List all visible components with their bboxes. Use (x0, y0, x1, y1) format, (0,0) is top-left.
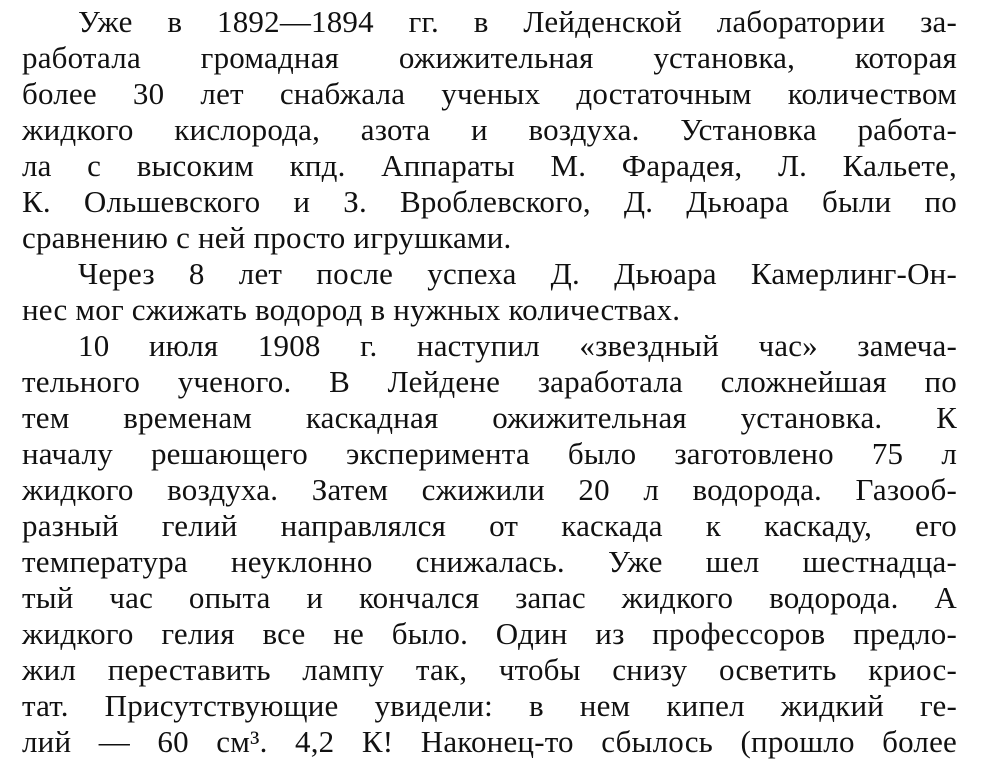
text-line: сравнению с ней просто игрушками. (22, 220, 512, 255)
text-line: нес мог сжижать водород в нужных количествах. (22, 292, 681, 327)
text-line: лий — 60 см³. 4,2 К! Наконец-то сбылось (прошло более (22, 724, 957, 759)
text-line: температура неуклонно снижалась. Уже шел шестнадца- (22, 544, 957, 579)
text-line: ла с высоким кпд. Аппараты М. Фарадея, Л. Кальете, (22, 148, 957, 183)
text-line: жидкого кислорода, азота и воздуха. Установка работа- (22, 112, 957, 147)
text-line: 10 июля 1908 г. наступил «звездный час» замеча- (78, 328, 957, 363)
text-line: тый час опыта и кончался запас жидкого водорода. А (22, 580, 957, 615)
text-line: более 30 лет снабжала ученых достаточным количеством (22, 76, 957, 111)
text-line: работала громадная ожижительная установка, которая (22, 40, 957, 75)
text-line: Через 8 лет после успеха Д. Дьюара Камерлинг-Он- (78, 256, 957, 291)
text-line: тем временам каскадная ожижительная установка. К (22, 400, 957, 435)
text-line: К. Ольшевского и З. Вроблевского, Д. Дьюара были по (22, 184, 957, 219)
text-line: тельного ученого. В Лейдене заработала сложнейшая по (22, 364, 957, 399)
text-line: жил переставить лампу так, чтобы снизу осветить криос- (22, 652, 957, 687)
text-line: разный гелий направлялся от каскада к каскаду, его (22, 508, 957, 543)
text-line: жидкого гелия все не было. Один из профессоров предло- (22, 616, 957, 651)
text-line: тат. Присутствующие увидели: в нем кипел жидкий ге- (22, 688, 957, 723)
text-line: началу решающего эксперимента было заготовлено 75 л (22, 436, 957, 471)
text-line: жидкого воздуха. Затем сжижили 20 л водорода. Газооб- (22, 472, 957, 507)
text-line: Уже в 1892—1894 гг. в Лейденской лаборатории за- (78, 4, 957, 39)
